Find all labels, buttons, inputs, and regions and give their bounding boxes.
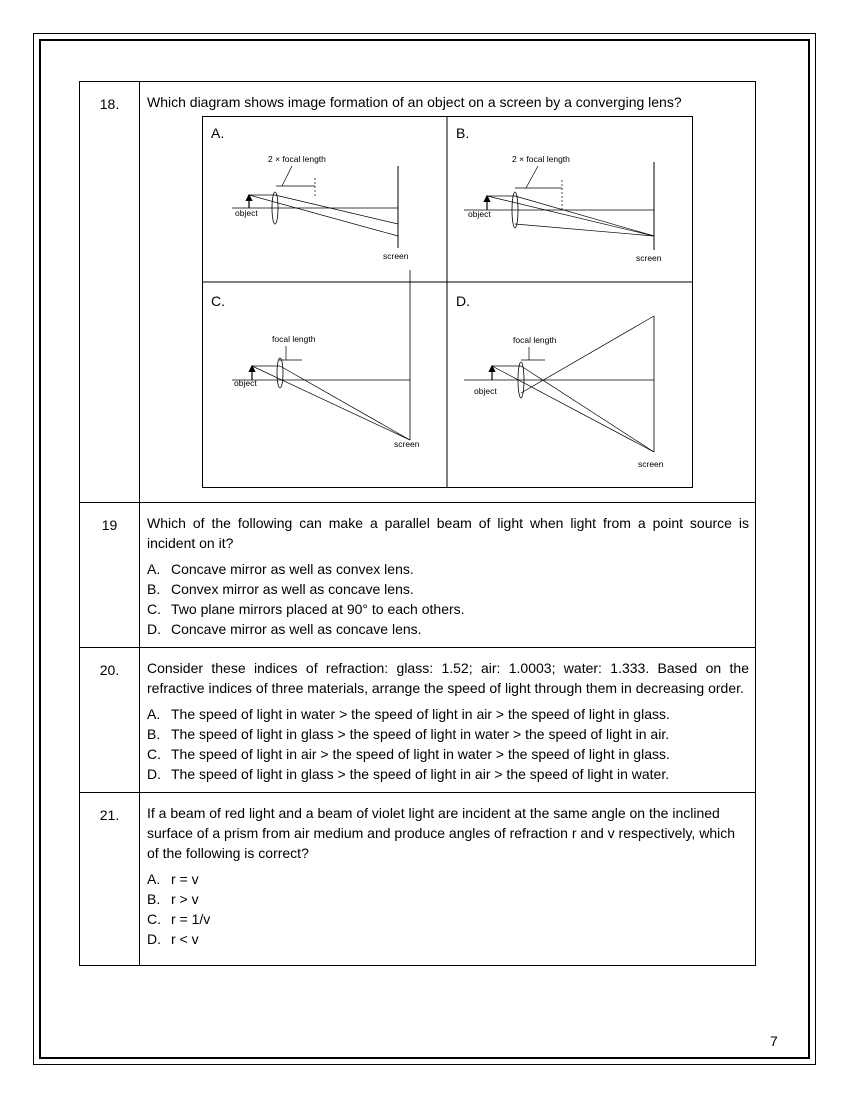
question-number: 21. — [80, 793, 140, 966]
question-text: Consider these indices of refraction: glass: 1.52; air: 1.0003; water: 1.333. Based on the refractive indices of three materials, arrange the speed of light through them in decreasing order. — [147, 660, 749, 696]
option-c — [147, 909, 749, 929]
diagram-c — [211, 270, 420, 449]
diagram-a — [211, 125, 409, 261]
question-row-18 — [80, 82, 756, 503]
option-letter: D. — [147, 931, 161, 947]
option-text: r = 1/v — [171, 911, 211, 927]
diagram-b-letter: B. — [456, 125, 470, 141]
option-text: r < v — [171, 931, 199, 947]
option-text: The speed of light in glass > the speed of light in air > the speed of light in water. — [171, 766, 670, 782]
question-body — [140, 503, 756, 648]
option-letter: B. — [147, 581, 161, 597]
answer-options — [147, 559, 749, 639]
page-number: 7 — [770, 1033, 778, 1049]
diagram-d — [456, 293, 664, 469]
option-d — [147, 619, 749, 639]
question-row-19 — [80, 503, 756, 648]
diagram-a-length-label: 2 × focal length — [268, 154, 326, 164]
option-letter: A. — [147, 561, 161, 577]
option-b — [147, 724, 749, 744]
diagram-b-object-label: object — [468, 209, 491, 219]
option-letter: D. — [147, 766, 161, 782]
question-number: 18. — [80, 82, 140, 503]
option-letter: B. — [147, 891, 161, 907]
option-c — [147, 744, 749, 764]
question-body — [140, 82, 756, 503]
option-text: The speed of light in air > the speed of light in water > the speed of light in glass. — [171, 746, 670, 762]
option-d — [147, 764, 749, 784]
diagram-a-object-label: object — [235, 208, 258, 218]
diagram-d-length-label: focal length — [513, 335, 557, 345]
option-text: Two plane mirrors placed at 90° to each others. — [171, 601, 465, 617]
option-letter: C. — [147, 911, 161, 927]
question-row-21 — [80, 793, 756, 966]
diagram-c-letter: C. — [211, 293, 225, 309]
option-text: Concave mirror as well as concave lens. — [171, 621, 422, 637]
option-c — [147, 599, 749, 619]
lens-diagrams-svg — [202, 116, 693, 488]
option-text: The speed of light in glass > the speed of light in water > the speed of light in air. — [171, 726, 670, 742]
option-a — [147, 559, 749, 579]
option-a — [147, 869, 749, 889]
option-letter: C. — [147, 601, 161, 617]
lens-diagram-grid — [202, 116, 693, 488]
diagram-c-screen-label: screen — [394, 439, 420, 449]
diagram-d-object-label: object — [474, 386, 497, 396]
diagram-b-screen-label: screen — [636, 253, 662, 263]
question-number: 19 — [80, 503, 140, 648]
question-text: Which diagram shows image formation of an object on a screen by a converging lens? — [147, 94, 682, 110]
option-text: Convex mirror as well as concave lens. — [171, 581, 414, 597]
option-letter: B. — [147, 726, 161, 742]
diagram-c-object-label: object — [234, 378, 257, 388]
diagram-d-screen-label: screen — [638, 459, 664, 469]
option-b — [147, 889, 749, 909]
option-letter: A. — [147, 871, 161, 887]
answer-options — [147, 869, 749, 949]
question-text: If a beam of red light and a beam of violet light are incident at the same angle on the inclined surface of a prism from air medium and produce angles of refraction r and v respectively, which of the following is correct? — [147, 805, 735, 861]
diagram-c-length-label: focal length — [272, 334, 316, 344]
option-text: r > v — [171, 891, 199, 907]
option-a — [147, 704, 749, 724]
option-b — [147, 579, 749, 599]
question-text: Which of the following can make a parallel beam of light when light from a point source is incident on it? — [147, 515, 749, 551]
option-letter: D. — [147, 621, 161, 637]
option-letter: C. — [147, 746, 161, 762]
diagram-b — [456, 125, 662, 263]
option-text: r = v — [171, 871, 199, 887]
question-row-20 — [80, 648, 756, 793]
option-text: The speed of light in water > the speed of light in air > the speed of light in glass. — [171, 706, 670, 722]
diagram-a-letter: A. — [211, 125, 225, 141]
answer-options — [147, 704, 749, 784]
option-text: Concave mirror as well as convex lens. — [171, 561, 414, 577]
option-d — [147, 929, 749, 949]
questions-table — [79, 81, 756, 966]
diagram-b-length-label: 2 × focal length — [512, 154, 570, 164]
diagram-a-screen-label: screen — [383, 251, 409, 261]
question-number: 20. — [80, 648, 140, 793]
diagram-d-letter: D. — [456, 293, 470, 309]
question-body — [140, 793, 756, 966]
question-body — [140, 648, 756, 793]
option-letter: A. — [147, 706, 161, 722]
